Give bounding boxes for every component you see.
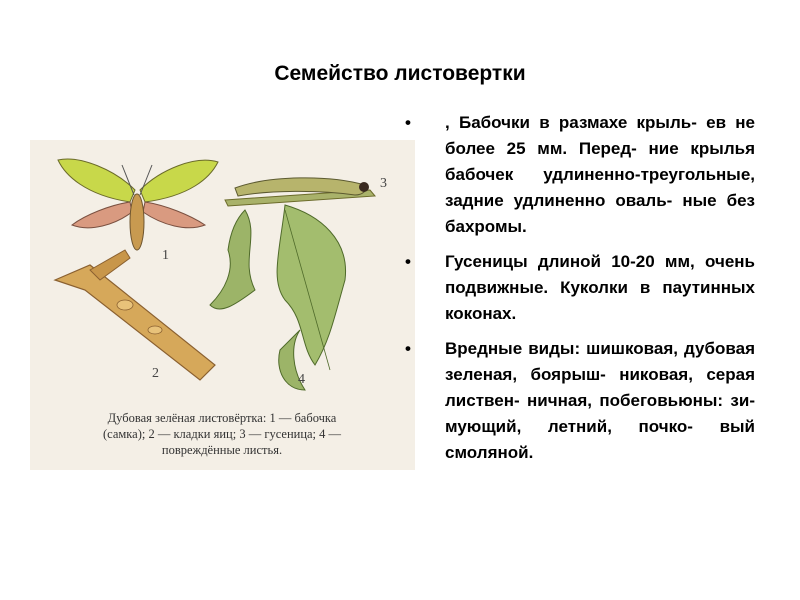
bullet-marker: • bbox=[405, 252, 411, 271]
figure-caption bbox=[32, 410, 412, 458]
bullet-marker: • bbox=[405, 113, 411, 132]
branch-drawing bbox=[55, 250, 215, 380]
bullet-item bbox=[405, 336, 755, 466]
damaged-leaves-drawing bbox=[210, 205, 346, 390]
leaf-roller-illustration bbox=[30, 140, 415, 470]
figure-label-3: 3 bbox=[380, 176, 387, 191]
figure-label-1: 1 bbox=[162, 248, 169, 263]
bullet-marker: • bbox=[405, 339, 411, 358]
bullet-item bbox=[405, 110, 755, 240]
figure-label-4: 4 bbox=[298, 372, 305, 387]
bullet-text-harmful-species: Вредные виды: шишковая, дубовая зеленая, боярыш- никовая, серая листвен- ничная, побеговьюны: зи- мующий, летний, почко- вый смоляной. bbox=[445, 339, 755, 462]
caption-line: (самка); 2 — кладки яиц; 3 — гусеница; 4 — bbox=[102, 427, 342, 441]
slide-title: Семейство листовертки bbox=[274, 62, 526, 85]
bullet-text-moths: , Бабочки в размахе крыль- ев не более 25 мм. Перед- ние крылья бабочек удлиненно-треугольные, задние удлиненно оваль- ные без бахромы. bbox=[445, 113, 755, 236]
bullet-text-caterpillars: Гусеницы длиной 10-20 мм, очень подвижные. Куколки в паутинных коконах. bbox=[445, 252, 755, 323]
caption-line: Дубовая зелёная листовёртка: 1 — бабочка bbox=[107, 411, 337, 425]
caterpillar-drawing bbox=[225, 178, 375, 206]
caption-line: повреждённые листья. bbox=[161, 443, 283, 457]
bullet-item bbox=[405, 249, 755, 327]
bullet-list bbox=[405, 110, 755, 475]
moth-drawing bbox=[58, 159, 218, 250]
figure-label-2: 2 bbox=[152, 366, 159, 381]
